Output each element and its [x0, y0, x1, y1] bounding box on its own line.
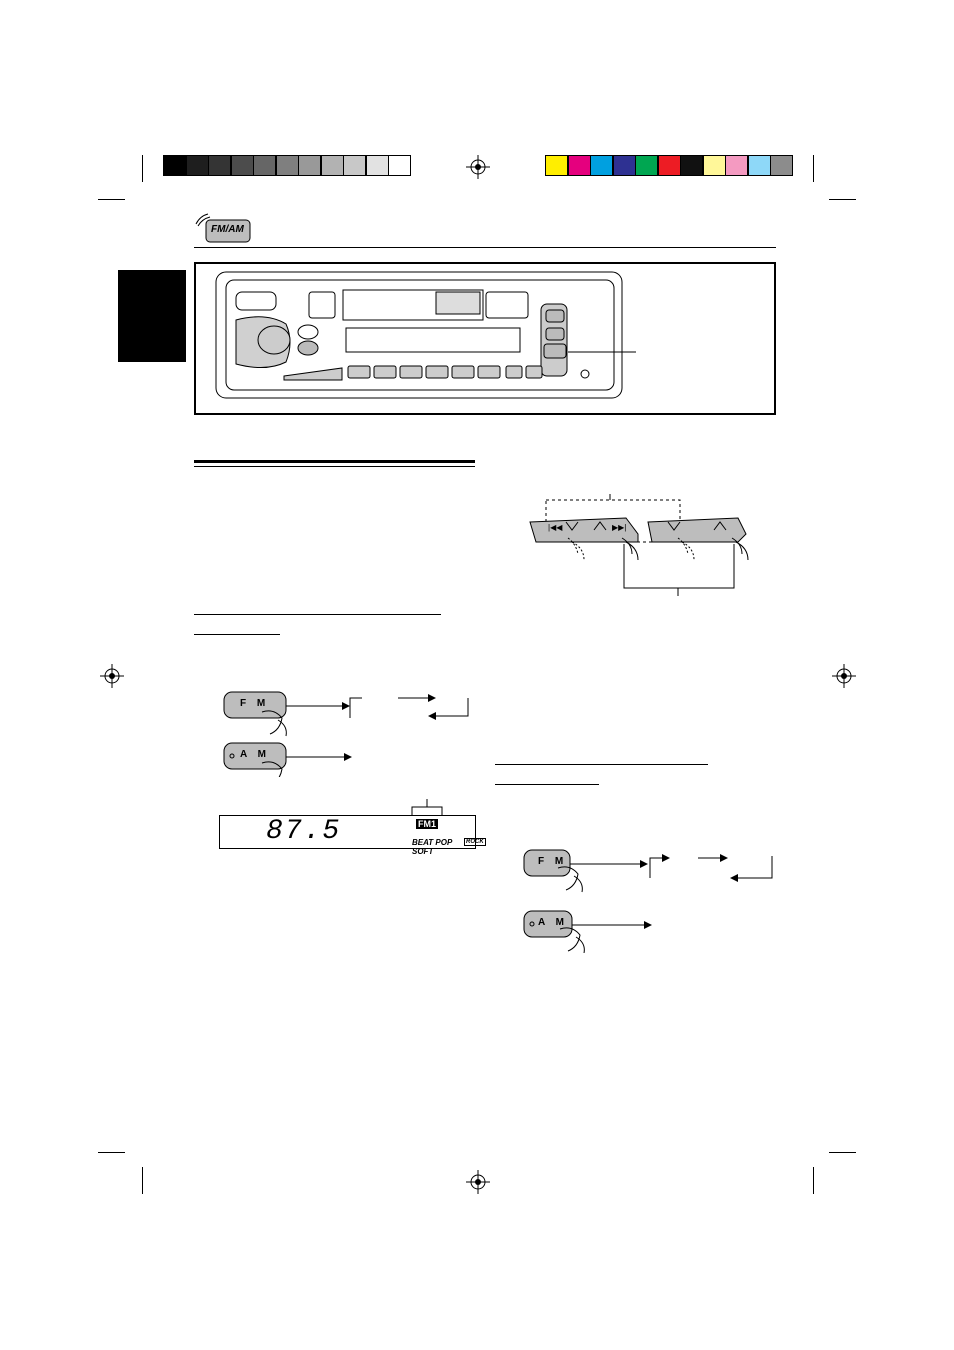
- crop-mark: [813, 155, 814, 182]
- fm-button-label: F M: [240, 698, 270, 709]
- car-stereo-faceplate: [196, 264, 774, 413]
- seek-buttons-figure: [528, 492, 758, 596]
- fm-band-figure: [522, 848, 782, 903]
- color-swatch: [590, 155, 613, 176]
- subheading-underline: [495, 784, 599, 785]
- color-swatch: [635, 155, 658, 176]
- header-rule: [194, 247, 776, 248]
- gray-swatch: [231, 155, 254, 176]
- gray-swatch: [186, 155, 209, 176]
- gray-swatch: [321, 155, 344, 176]
- gray-swatch: [388, 155, 411, 176]
- gray-swatch: [298, 155, 321, 176]
- section-heading-rule: [194, 466, 475, 467]
- fm-band-figure: [222, 690, 482, 745]
- crop-mark: [98, 1152, 125, 1153]
- color-swatch: [568, 155, 591, 176]
- crop-mark: [142, 1167, 143, 1194]
- gray-swatch: [163, 155, 186, 176]
- color-swatch: [680, 155, 703, 176]
- gray-swatch: [276, 155, 299, 176]
- subheading-underline: [495, 764, 708, 765]
- language-tab: [118, 270, 186, 362]
- subheading-underline: [194, 634, 280, 635]
- am-band-figure: [222, 741, 362, 782]
- color-swatch: [770, 155, 793, 176]
- crop-mark: [142, 155, 143, 182]
- crop-mark: [829, 1152, 856, 1153]
- color-swatch: [703, 155, 726, 176]
- band-indicator-bracket: [410, 799, 444, 817]
- lcd-display: [219, 815, 484, 856]
- color-swatch: [658, 155, 681, 176]
- subheading-underline: [194, 614, 441, 615]
- display-modes: BEAT POP SOFT: [412, 838, 453, 856]
- registration-mark-icon: [100, 664, 124, 688]
- color-swatch: [748, 155, 771, 176]
- section-heading-rule: [194, 460, 475, 463]
- registration-mark-icon: [466, 155, 490, 179]
- color-swatch: [613, 155, 636, 176]
- gray-swatch: [343, 155, 366, 176]
- color-swatch: [545, 155, 568, 176]
- am-button-label: A M: [538, 917, 568, 928]
- am-band-figure: [522, 909, 662, 958]
- am-button-label: A M: [240, 749, 270, 760]
- fm-am-radio-icon: [194, 212, 254, 249]
- fm-button-label: F M: [538, 856, 568, 867]
- registration-mark-icon: [466, 1170, 490, 1194]
- crop-mark: [813, 1167, 814, 1194]
- color-swatch: [725, 155, 748, 176]
- gray-swatch: [366, 155, 389, 176]
- unit-illustration-frame: [194, 262, 776, 415]
- display-frequency: 87.5: [266, 816, 342, 847]
- svg-text:▶▶|: ▶▶|: [612, 523, 627, 532]
- crop-mark: [829, 199, 856, 200]
- svg-text:|◀◀: |◀◀: [548, 523, 563, 532]
- display-mode-badge: ROCK: [466, 839, 484, 845]
- display-band: FM1: [418, 819, 436, 829]
- gray-swatch: [208, 155, 231, 176]
- gray-swatch: [253, 155, 276, 176]
- fm-am-icon-label: FM/AM: [211, 224, 244, 235]
- crop-mark: [98, 199, 125, 200]
- registration-mark-icon: [832, 664, 856, 688]
